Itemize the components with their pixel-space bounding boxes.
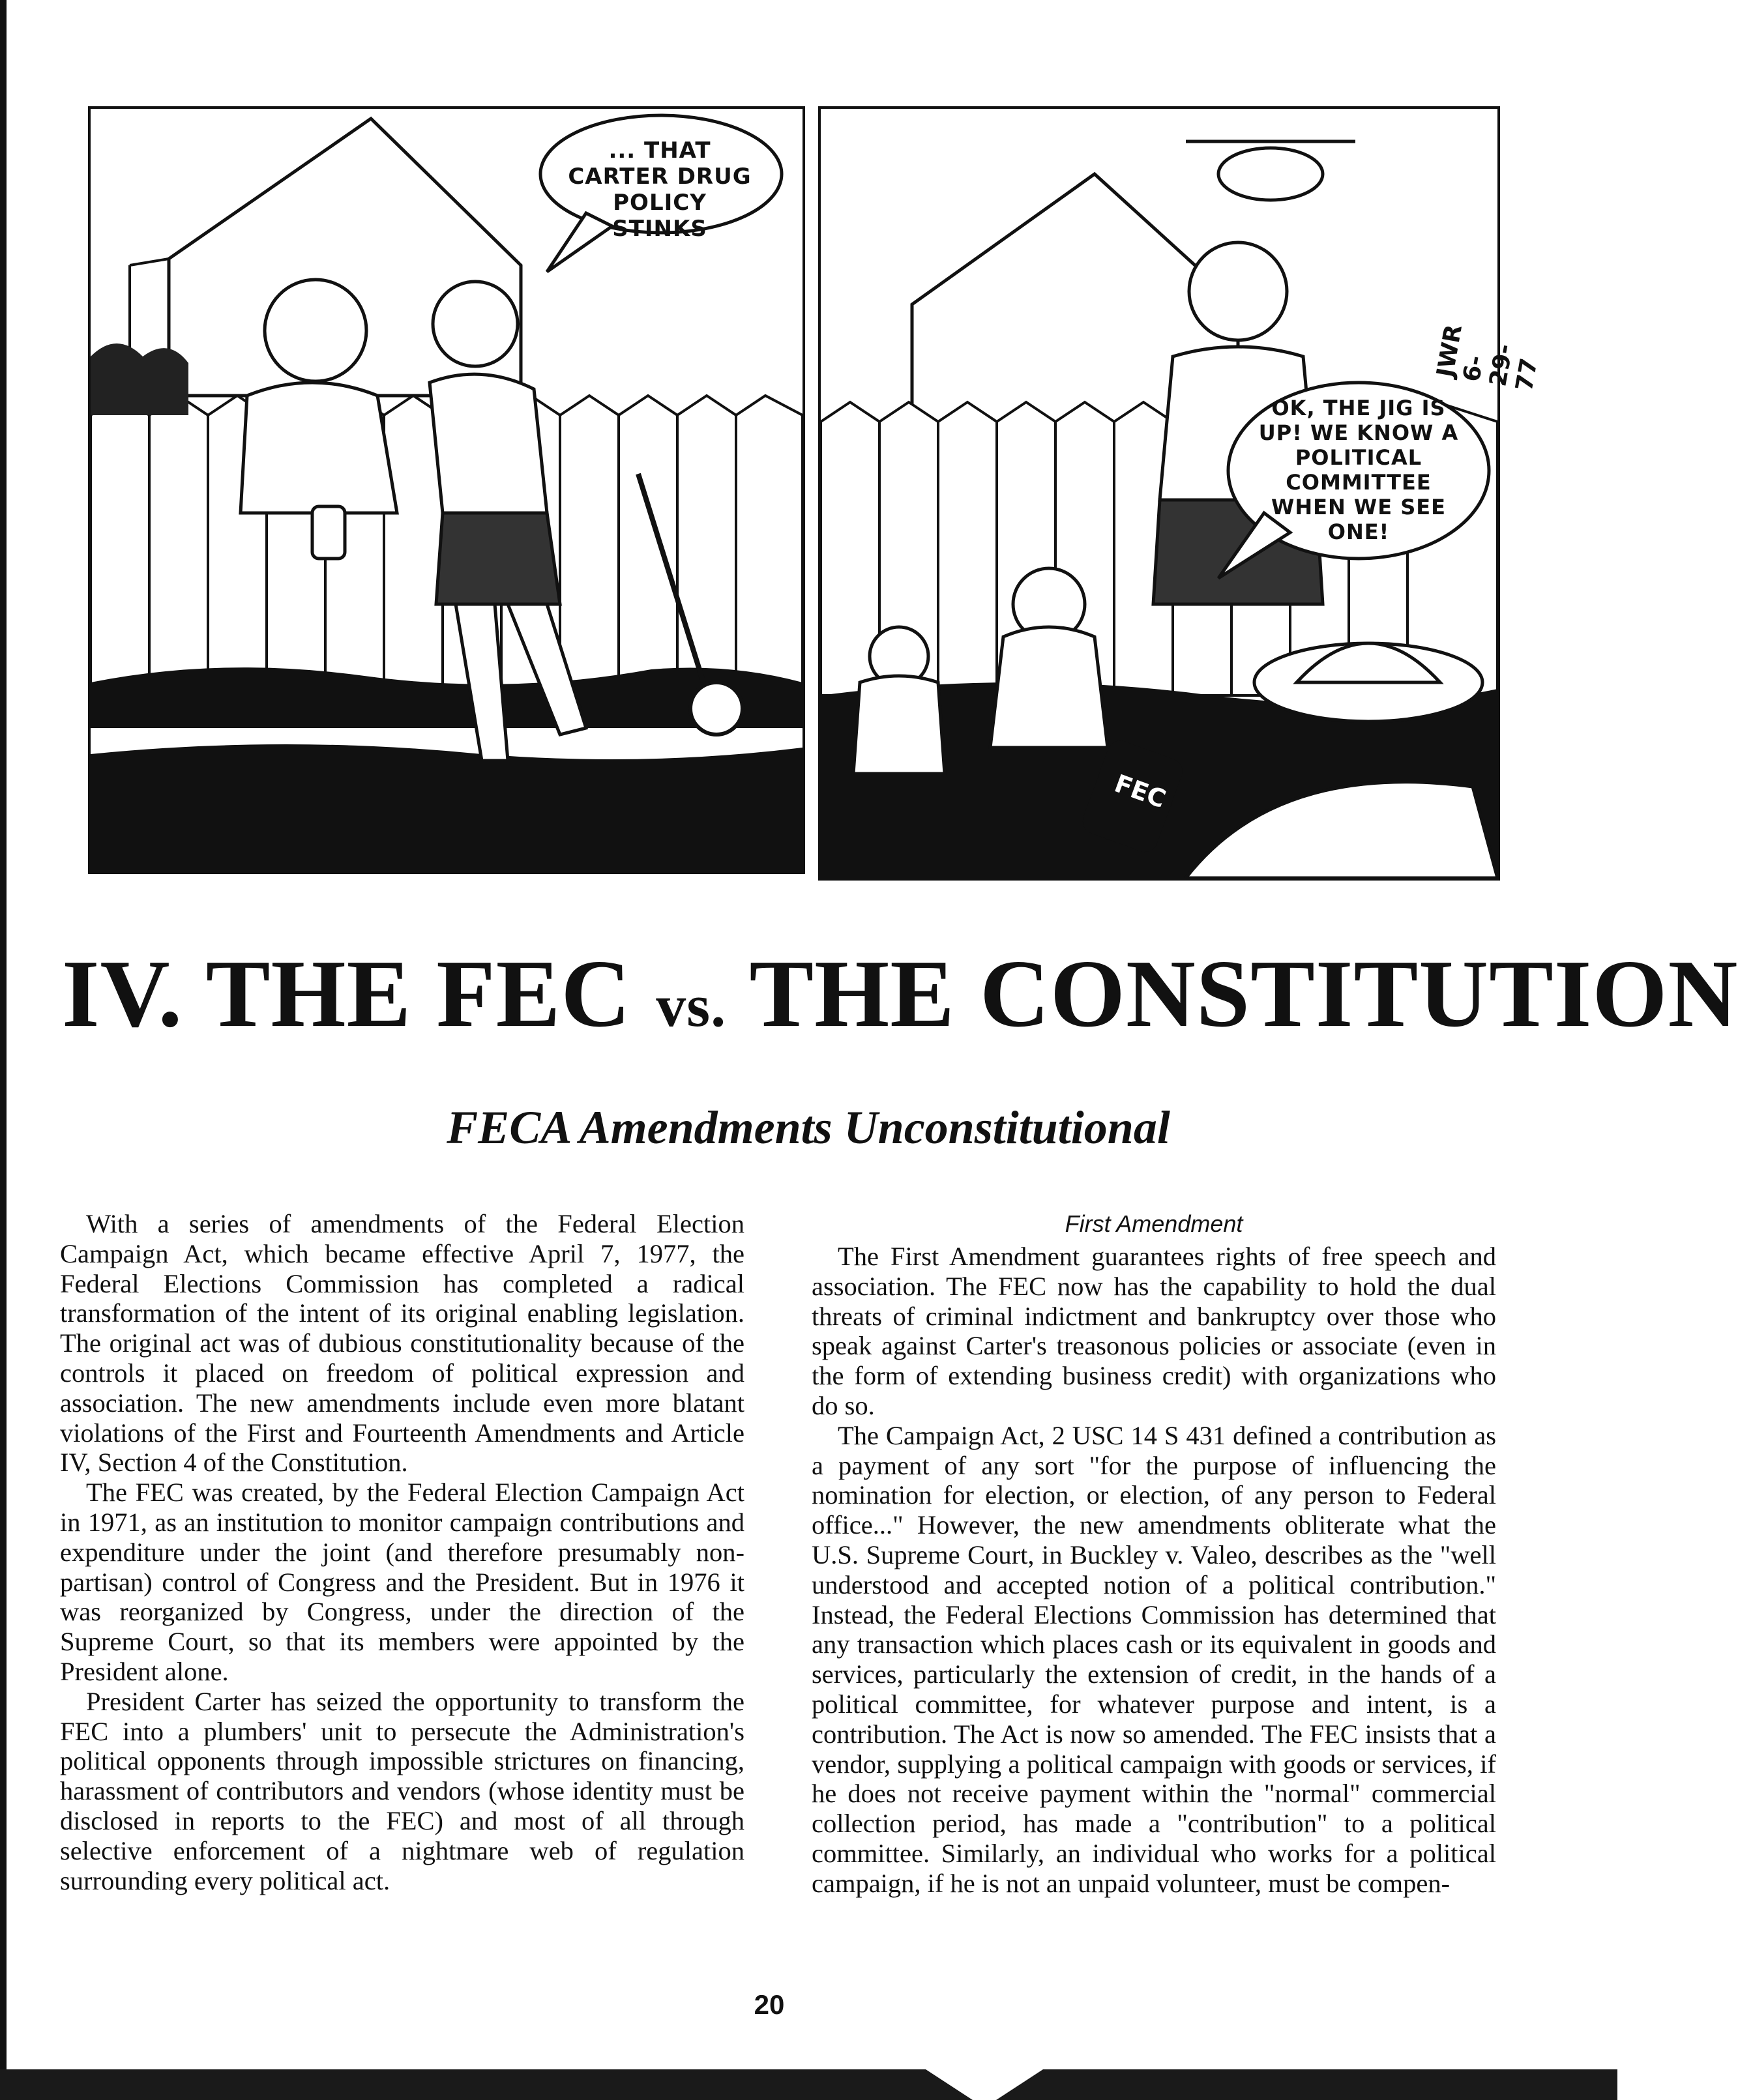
paragraph: The Campaign Act, 2 USC 14 S 431 defined a contribution as a payment of any sort "for the purpose of influencing the nomination for election, or election, of any person to Federal office..." However, the new amendments obliterate what the U.S. Supreme Court, in Buckley v. Valeo, describes as the "well understood and accepted notion of a political contribution." Instead, the Federal Elections Commission has determined that any transaction which places cash or its equivalent in goods and services, particularly the extension of credit, in the hands of a political committee, for whatever purpose and intent, is a contribution. The Act is now so amended. The FEC insists that a vendor, supplying a political campaign with goods or services, if he does not receive payment within the "normal" commercial collection period, has made a "contribution" to a political committee. Similarly, an individual who works for a political campaign, if he is not an unpaid volunteer, must be compen- (812, 1420, 1496, 1898)
panel-2-speech-bubble: OK, THE JIG IS UP! WE KNOW A POLITICAL COMMITTEE WHEN WE SEE ONE! (1258, 396, 1459, 544)
title-part-1: IV. THE FEC (62, 941, 656, 1047)
paragraph: The FEC was created, by the Federal Election Campaign Act in 1971, as an institution to monitor campaign contributions and expenditure under the joint (and therefore presumably non-partisan) control of Congress and the President. But in 1976 it was reorganized by Congress, under the direction of the Supreme Court, so that its members were appointed by the President alone. (60, 1478, 744, 1686)
cartoon-panel-1 (88, 106, 805, 874)
paragraph: President Carter has seized the opportunity to transform the FEC into a plumbers' unit to persecute the Administration's political opponents through impossible strictures on financing, harassment of contributors and vendors (whose identity must be disclosed in reports to the FEC) and most of all through selective enforcement of a nightmare web of regulation surrounding every political act. (60, 1686, 744, 1895)
section-heading: First Amendment (1065, 1210, 1243, 1237)
paragraph: With a series of amendments of the Federal Election Campaign Act, which became effective April 7, 1977, the Federal Elections Commission has completed a radical transformation of the intent of its original enabling legislation. The original act was of dubious constitutionality because of the controls it placed on freedom of political expression and association. The new amendments include even more blatant violations of the First and Fourteenth Amendments and Article IV, Section 4 of the Constitution. (60, 1209, 744, 1478)
panel-1-speech-bubble: ... THAT CARTER DRUG POLICY STINKS (568, 138, 752, 242)
fec-badge-text: FEC (1110, 768, 1170, 814)
page-number: 20 (754, 1989, 785, 2020)
left-margin-rule (0, 0, 7, 2100)
subtitle: FECA Amendments Unconstitutional (447, 1101, 1170, 1154)
title-vs: vs. (656, 972, 727, 1039)
article-left-column (60, 1209, 744, 1895)
paragraph: The First Amendment guarantees rights of free speech and association. The FEC now has the capability to hold the dual threats of criminal indictment and bankruptcy over those who speak against Carter's treasonous policies or associate (even in the form of extending business credit) with organizations who do so. (812, 1242, 1496, 1420)
page-title (62, 939, 1738, 1061)
article-right-column (812, 1209, 1496, 1899)
artist-signature: JWR 6-29-77 (1432, 322, 1543, 394)
bottom-scan-edge (0, 2069, 1617, 2100)
title-part-2: THE CONSTITUTION (726, 941, 1738, 1047)
cartoon-panel-2 (818, 106, 1543, 881)
